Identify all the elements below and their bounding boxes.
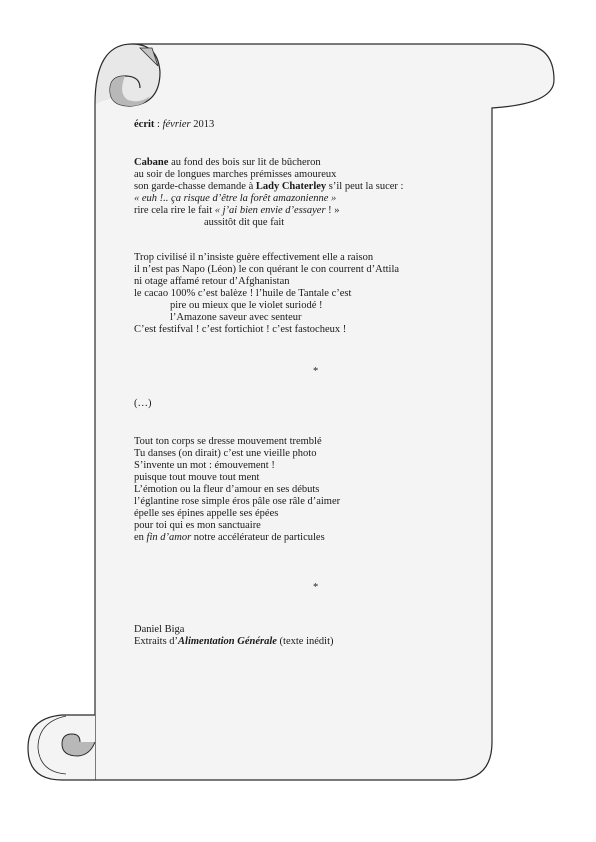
stanza1-line5: rire cela rire le fait « j’ai bien envie d’essayer ! » [134,205,340,216]
stanza2-line1: Trop civilisé il n’insiste guère effectivement elle a raison [134,252,374,263]
source-line: Extraits d’Alimentation Générale (texte inédit) [134,636,334,647]
date-month: février [162,119,191,130]
stanza1-line4: « euh !.. ça risque d’être la forêt amazonienne » [134,193,337,204]
stanza1-line2: au soir de longues marches prémisses amoureux [134,169,337,180]
stanza2-line4: le cacao 100% c’est balèze ! l’huile de Tantale c’est [134,288,352,299]
book-title: Alimentation Générale [178,636,277,647]
stanza3-line2: Tu danses (on dirait) c’est une vieille photo [134,448,317,459]
stanza3-line4: puisque tout mouve tout ment [134,472,260,483]
date-year: 2013 [190,119,215,130]
stanza3-line1: Tout ton corps se dresse mouvement tremblé [134,436,322,447]
separator-star-1: * [313,366,319,377]
stanza1-line6: aussitôt dit que fait [204,217,285,228]
stanza2-line2: il n’est pas Napo (Léon) le con quérant le con courrent d’Attila [134,264,400,275]
date-label: écrit [134,119,155,130]
stanza2-line7: C’est festifval ! c’est fortichiot ! c’est fastocheux ! [134,324,347,335]
separator-star-2: * [313,582,319,593]
stanza3-line8: pour toi qui es mon sanctuaire [134,520,261,531]
author-name: Daniel Biga [134,624,185,635]
ellipsis: (…) [134,398,152,409]
stanza2-line5: pire ou mieux que le violet suriodé ! [170,300,323,311]
stanza2-line3: ni otage affamé retour d’Afghanistan [134,276,290,287]
stanza1-line3: son garde-chasse demande à Lady Chaterley s’il peut la sucer : [134,181,404,192]
stanza3-line7: épelle ses épines appelle ses épées [134,508,279,519]
date-line: écrit : février 2013 [134,119,215,130]
scroll-sheet [95,44,554,780]
stanza3-line3: S’invente un mot : émouvement ! [134,460,275,471]
stanza3-line6: l’églantine rose simple éros pâle ose râle d’aimer [134,496,341,507]
stanza3-line9: en fin d’amor notre accélérateur de particules [134,532,325,543]
stanza3-line5: L’émotion ou la fleur d’amour en ses débuts [134,484,320,495]
stanza2-line6: l’Amazone saveur avec senteur [170,312,302,323]
stanza1-line1: Cabane au fond des bois sur lit de bûcheron [134,157,321,168]
